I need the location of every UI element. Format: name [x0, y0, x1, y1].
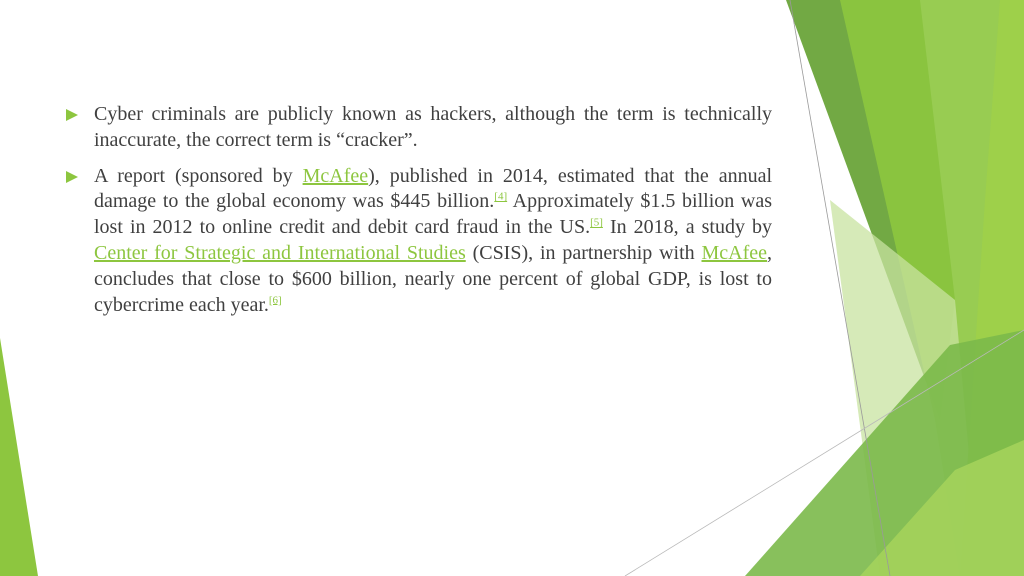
- csis-link[interactable]: Center for Strategic and International Studies: [94, 241, 466, 264]
- slide-content: [64, 102, 772, 328]
- reference-link-5[interactable]: [5]: [590, 216, 603, 229]
- bullet-text-part: (CSIS), in partnership with: [465, 241, 702, 264]
- mcafee-link[interactable]: McAfee: [302, 164, 369, 187]
- bullet-text-part: , concludes that close to $600 billion, nearly one percent of global GDP, is lost to cybercrime each year.: [94, 241, 773, 316]
- bullet-arrow-icon: [66, 171, 78, 183]
- reference-link-4[interactable]: [4]: [494, 190, 508, 203]
- mcafee-link[interactable]: McAfee: [701, 241, 768, 264]
- bullet-text-part: In 2018, a study by: [602, 216, 772, 239]
- bullet-text: Cyber criminals are publicly known as hackers, although the term is technically inaccurate, the correct term is “cracker”.: [94, 103, 772, 151]
- reference-link-6[interactable]: [6]: [268, 293, 282, 306]
- bullet-arrow-icon: [66, 109, 78, 121]
- bullet-text-part: A report (sponsored by: [94, 164, 303, 187]
- bullet-text-part: Approximately $1.5 billion was lost in 2012 to online credit and debit card fraud in the US.: [94, 190, 772, 239]
- bullet-item: [64, 102, 772, 154]
- bullet-item: [64, 164, 772, 319]
- left-green-wedge: [0, 338, 38, 576]
- bullet-text-part: ), published in 2014, estimated that the annual damage to the global economy was $445 billion.: [94, 164, 773, 213]
